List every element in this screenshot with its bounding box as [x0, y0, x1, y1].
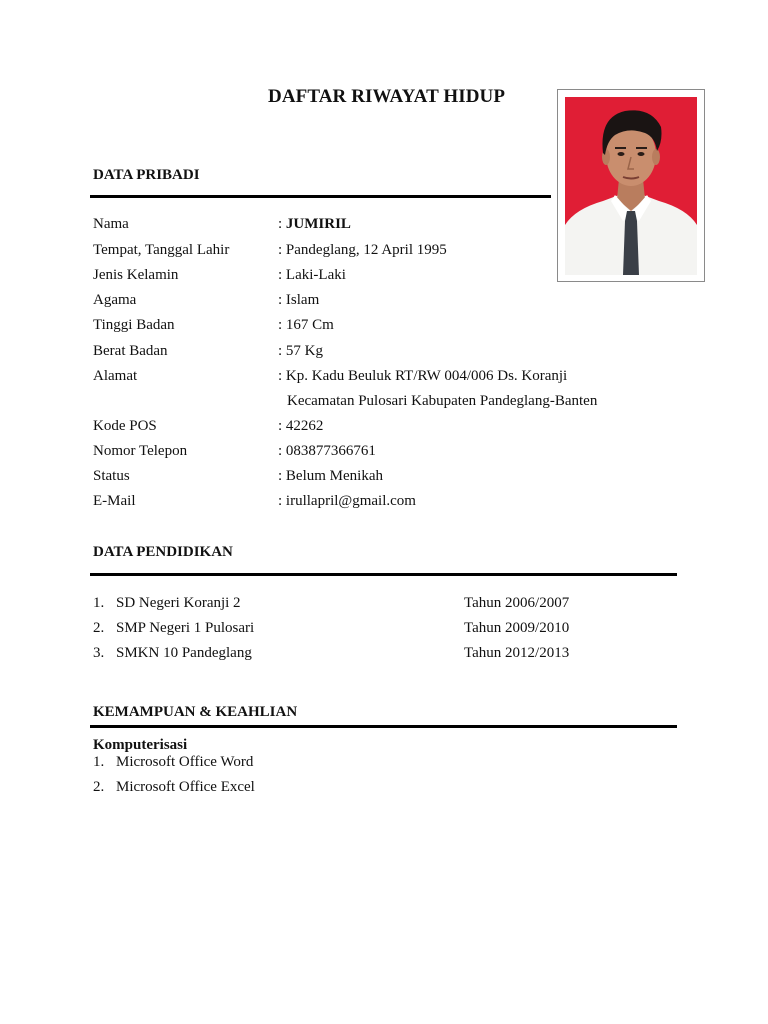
portrait-image [565, 97, 697, 275]
personal-label: Alamat [93, 368, 138, 384]
personal-label: Agama [93, 292, 137, 308]
skill-item: Microsoft Office Excel [116, 779, 255, 795]
education-year: Tahun 2009/2010 [464, 620, 570, 636]
education-year: Tahun 2006/2007 [464, 595, 570, 611]
personal-label: Berat Badan [93, 343, 168, 359]
personal-value: : 083877366761 [278, 443, 376, 459]
education-school: SMKN 10 Pandeglang [116, 645, 252, 661]
personal-label: Status [93, 468, 130, 484]
personal-value-name: : JUMIRIL [278, 216, 351, 232]
list-number: 1. [93, 754, 105, 770]
personal-value: : Belum Menikah [278, 468, 383, 484]
document-title: DAFTAR RIWAYAT HIDUP [268, 86, 506, 107]
section-heading-skills: KEMAMPUAN & KEAHLIAN [93, 704, 298, 720]
list-number: 1. [93, 595, 105, 611]
personal-label: Nomor Telepon [93, 443, 188, 459]
education-school: SMP Negeri 1 Pulosari [116, 620, 255, 636]
section-heading-education: DATA PENDIDIKAN [93, 544, 233, 560]
personal-value: : Laki-Laki [278, 267, 346, 283]
personal-label: E-Mail [93, 493, 136, 509]
section-divider [90, 195, 551, 198]
personal-value-continued: Kecamatan Pulosari Kabupaten Pandeglang-Banten [287, 393, 598, 409]
personal-label: Tempat, Tanggal Lahir [93, 242, 230, 258]
personal-value: : 42262 [278, 418, 324, 434]
list-number: 2. [93, 779, 105, 795]
skill-item: Microsoft Office Word [116, 754, 254, 770]
section-divider [90, 725, 677, 728]
personal-value: : 167 Cm [278, 317, 334, 333]
personal-value-email: : irullapril@gmail.com [278, 493, 416, 509]
personal-value: : Pandeglang, 12 April 1995 [278, 242, 447, 258]
section-heading-personal: DATA PRIBADI [93, 167, 200, 183]
personal-label: Nama [93, 216, 129, 232]
personal-label: Kode POS [93, 418, 157, 434]
personal-value: : Kp. Kadu Beuluk RT/RW 004/006 Ds. Koranji [278, 368, 568, 384]
section-divider [90, 573, 677, 576]
education-year: Tahun 2012/2013 [464, 645, 570, 661]
list-number: 3. [93, 645, 105, 661]
education-school: SD Negeri Koranji 2 [116, 595, 241, 611]
personal-label: Jenis Kelamin [93, 267, 179, 283]
personal-value: : 57 Kg [278, 343, 323, 359]
profile-photo [557, 89, 705, 282]
personal-label: Tinggi Badan [93, 317, 175, 333]
personal-value: : Islam [278, 292, 320, 308]
skills-subheading: Komputerisasi [93, 737, 188, 753]
list-number: 2. [93, 620, 105, 636]
